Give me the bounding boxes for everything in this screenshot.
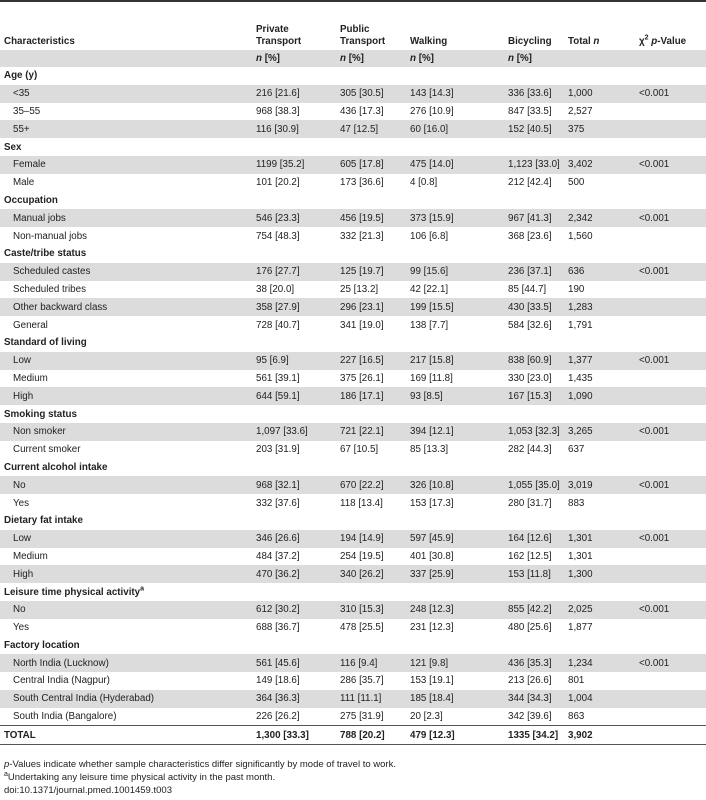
table-row [0,85,706,103]
category-title [0,637,706,655]
sub-bicycling-n: n [508,53,514,64]
row-label: Low [0,530,252,548]
table-row [0,494,706,512]
cell-walking: 276 [10.9] [410,105,454,117]
category-title-text: Leisure time physical activity [4,586,141,598]
sub-walking-n: n [410,53,416,64]
col-header-pvalue [635,24,706,50]
category-title [0,245,706,263]
cell-total: 1,301 [568,550,593,562]
cell-public: 436 [17.3] [340,105,384,117]
cell-public: 332 [21.3] [340,230,384,242]
sub-pvalue [635,50,706,67]
category-title-text: Sex [4,141,22,153]
top-rule [0,0,706,2]
cell-total: 1,791 [568,319,593,331]
cell-p [635,672,706,690]
category-title [0,192,706,210]
cell-total: 190 [568,283,585,295]
sub-public-n: n [340,53,346,64]
cell-total: 883 [568,497,585,509]
table-row [0,209,706,227]
total-cell-total: 3,902 [564,726,635,745]
row-label: High [0,387,252,405]
cell-private: 364 [36.3] [252,690,336,708]
footnotes [4,758,396,797]
cell-p: <0.001 [635,601,706,619]
cell-walking: 337 [25.9] [406,565,504,583]
total-cell-public: 788 [20.2] [336,726,406,745]
cell-public: 67 [10.5] [340,444,379,456]
category-title-text: Dietary fat intake [4,515,83,527]
row-label: Yes [13,497,29,509]
table-row [0,227,706,245]
total-label: Total [568,36,591,47]
table-row [0,156,706,174]
cell-total: 3,265 [564,423,635,441]
category-title-text: Standard of living [4,337,87,349]
table-row [0,316,706,334]
cell-public: 286 [35.7] [340,675,384,687]
cell-bicycling: 212 [42.4] [508,177,552,189]
cell-bicycling: 855 [42.2] [504,601,564,619]
total-cell-p [635,726,706,745]
cell-total: 3,402 [564,156,635,174]
cell-bicycling: 1,053 [32.3] [504,423,564,441]
cell-public: 173 [36.6] [340,177,384,189]
cell-private: 332 [37.6] [256,497,300,509]
table-row [0,120,706,138]
category-row [0,512,706,530]
cell-public: 670 [22.2] [336,476,406,494]
row-label: Other backward class [0,298,252,316]
cell-total: 2,025 [564,601,635,619]
row-label: Medium [13,550,48,562]
cell-bicycling: 344 [34.3] [504,690,564,708]
cell-public: 186 [17.1] [336,387,406,405]
cell-bicycling: 85 [44.7] [508,283,547,295]
cell-private: 101 [20.2] [256,177,300,189]
cell-public: 275 [31.9] [340,711,384,723]
cell-walking: 20 [2.3] [410,711,443,723]
total-cell-label: TOTAL [0,726,252,745]
cell-public: 605 [17.8] [336,156,406,174]
category-title-text: Current alcohol intake [4,461,108,473]
cell-public: 310 [15.3] [336,601,406,619]
cell-walking: 153 [19.1] [410,675,454,687]
cell-total: 375 [564,120,635,138]
cell-private: 38 [20.0] [256,283,295,295]
cell-bicycling: 164 [12.6] [504,530,564,548]
cell-p: <0.001 [635,423,706,441]
footnote-pvalue [4,758,396,771]
cell-p [635,281,706,299]
cell-total: 1,301 [564,530,635,548]
cell-public: 194 [14.9] [336,530,406,548]
cell-bicycling: 153 [11.8] [504,565,564,583]
cell-walking: 401 [30.8] [410,550,454,562]
cell-total: 1,090 [564,387,635,405]
cell-bicycling: 967 [41.3] [504,209,564,227]
row-label: Non smoker [0,423,252,441]
cell-bicycling: 280 [31.7] [508,497,552,509]
cell-bicycling: 436 [35.3] [504,654,564,672]
cell-public: 25 [13.2] [340,283,379,295]
sub-bicycling-pct: [%] [513,53,532,64]
cell-p: <0.001 [635,156,706,174]
cell-bicycling: 152 [40.5] [504,120,564,138]
cell-private: 226 [26.2] [256,711,300,723]
cell-bicycling: 330 [23.0] [508,372,552,384]
total-cell-bicycling: 1335 [34.2] [504,726,564,745]
table-row [0,441,706,459]
cell-walking: 248 [12.3] [406,601,504,619]
cell-p [635,103,706,121]
cell-walking: 143 [14.3] [406,85,504,103]
cell-bicycling: 236 [37.1] [504,263,564,281]
cell-p [635,316,706,334]
footnote-p: p [4,759,10,770]
cell-bicycling: 1,055 [35.0] [504,476,564,494]
category-row [0,637,706,655]
cell-total: 1,000 [564,85,635,103]
cell-bicycling: 368 [23.6] [508,230,552,242]
table-row [0,476,706,494]
cell-total: 1,004 [564,690,635,708]
pvalue-sup: 2 [644,34,649,42]
cell-p [635,174,706,192]
footnote-a [4,771,396,784]
cell-walking: 93 [8.5] [406,387,504,405]
cell-total: 1,435 [568,372,593,384]
cell-total: 2,342 [564,209,635,227]
cell-public: 721 [22.1] [336,423,406,441]
sub-private-n: n [256,53,262,64]
table-row [0,298,706,316]
cell-private: 116 [30.9] [252,120,336,138]
col-header-public: Public Transport [340,24,386,47]
cell-bicycling: 213 [26.6] [508,675,552,687]
cell-p [635,708,706,726]
table-row [0,548,706,566]
cell-walking: 394 [12.1] [406,423,504,441]
sub-empty [0,50,252,67]
cell-p [635,690,706,708]
cell-total: 1,377 [564,352,635,370]
category-title-text: Factory location [4,639,80,651]
cell-public: 116 [9.4] [336,654,406,672]
table-row [0,530,706,548]
cell-bicycling: 1,123 [33.0] [504,156,564,174]
cell-private: 1199 [35.2] [252,156,336,174]
total-n: n [593,36,600,47]
cell-private: 176 [27.7] [252,263,336,281]
total-row [0,726,706,745]
cell-p [635,441,706,459]
cell-p [635,387,706,405]
cell-private: 1,097 [33.6] [252,423,336,441]
table-row [0,601,706,619]
category-row [0,405,706,423]
cell-public: 296 [23.1] [336,298,406,316]
category-row [0,583,706,601]
cell-p [635,370,706,388]
table-row [0,708,706,726]
pvalue-p: p [651,36,658,47]
cell-public: 341 [19.0] [340,319,384,331]
cell-walking: 185 [18.4] [406,690,504,708]
cell-private: 484 [37.2] [256,550,300,562]
category-title [0,67,706,85]
row-label: Current smoker [13,444,81,456]
cell-private: 149 [18.6] [256,675,300,687]
cell-walking: 217 [15.8] [406,352,504,370]
category-row [0,192,706,210]
cell-walking: 231 [12.3] [410,622,454,634]
cell-bicycling: 162 [12.5] [508,550,552,562]
category-row [0,334,706,352]
total-cell-private: 1,300 [33.3] [252,726,336,745]
cell-bicycling: 584 [32.6] [508,319,552,331]
category-title [0,138,706,156]
category-row [0,67,706,85]
sub-walking-pct: [%] [415,53,434,64]
cell-bicycling: 838 [60.9] [504,352,564,370]
sub-private [252,50,336,67]
cell-p: <0.001 [635,209,706,227]
sub-walking [406,50,504,67]
cell-p: <0.001 [635,654,706,672]
cell-total: 1,560 [568,230,593,242]
row-label: Manual jobs [0,209,252,227]
characteristics-table [0,24,706,745]
cell-private: 561 [45.6] [252,654,336,672]
cell-total: 500 [568,177,585,189]
cell-public: 227 [16.5] [336,352,406,370]
category-title [0,512,706,530]
cell-total: 1,234 [564,654,635,672]
cell-p [635,120,706,138]
col-header-private: Private Transport [256,24,302,47]
cell-bicycling: 847 [33.5] [508,105,552,117]
cell-walking: 373 [15.9] [406,209,504,227]
footnote-p-text: -Values indicate whether sample characteristics differ significantly by mode of travel to work. [9,759,396,770]
cell-walking: 475 [14.0] [406,156,504,174]
table-row [0,690,706,708]
cell-private: 754 [48.3] [256,230,300,242]
cell-p: <0.001 [635,85,706,103]
cell-bicycling: 480 [25.6] [508,622,552,634]
cell-p [635,494,706,512]
cell-public: 375 [26.1] [340,372,384,384]
category-title-sup: a [140,585,145,593]
cell-p [635,548,706,566]
category-title-text: Caste/tribe status [4,248,87,260]
table-row [0,619,706,637]
col-header-walking: Walking [410,36,448,47]
category-title [0,334,706,352]
cell-p [635,298,706,316]
cell-p: <0.001 [635,476,706,494]
sub-total [564,50,635,67]
cell-bicycling: 430 [33.5] [504,298,564,316]
category-title-text: Smoking status [4,408,77,420]
cell-public: 118 [13.4] [340,497,383,509]
sub-bicycling [504,50,564,67]
cell-public: 47 [12.5] [336,120,406,138]
cell-private: 968 [38.3] [256,105,300,117]
row-label: North India (Lucknow) [0,654,252,672]
cell-walking: 169 [11.8] [410,372,453,384]
pvalue-chi: χ [639,36,645,47]
cell-p: <0.001 [635,352,706,370]
header-row [0,24,706,50]
table-row [0,387,706,405]
row-label: Central India (Nagpur) [13,675,110,687]
sub-private-pct: [%] [261,53,280,64]
cell-walking: 99 [15.6] [406,263,504,281]
cell-walking: 85 [13.3] [410,444,449,456]
cell-public: 340 [26.2] [336,565,406,583]
cell-private: 470 [36.2] [252,565,336,583]
cell-p: <0.001 [635,263,706,281]
cell-public: 125 [19.7] [336,263,406,281]
cell-total: 637 [568,444,585,456]
cell-p: <0.001 [635,530,706,548]
category-title [0,583,706,601]
sub-public [336,50,406,67]
category-title-text: Age (y) [4,70,38,82]
cell-private: 358 [27.9] [252,298,336,316]
total-cell-walking: 479 [12.3] [406,726,504,745]
subheader-row [0,50,706,67]
cell-total: 636 [564,263,635,281]
category-row [0,245,706,263]
table-row [0,103,706,121]
table-row [0,174,706,192]
cell-total: 1,283 [564,298,635,316]
table-row [0,672,706,690]
table-row [0,423,706,441]
cell-walking: 597 [45.9] [406,530,504,548]
cell-private: 612 [30.2] [252,601,336,619]
table-row [0,281,706,299]
cell-walking: 4 [0.8] [410,177,438,189]
cell-private: 644 [59.1] [252,387,336,405]
cell-p [635,565,706,583]
sub-public-pct: [%] [345,53,364,64]
cell-total: 863 [568,711,585,723]
table-row [0,654,706,672]
cell-walking: 199 [15.5] [406,298,504,316]
cell-bicycling: 167 [15.3] [504,387,564,405]
cell-total: 2,527 [568,105,593,117]
cell-public: 478 [25.5] [340,622,384,634]
cell-public: 305 [30.5] [336,85,406,103]
cell-walking: 138 [7.7] [410,319,449,331]
row-label: Medium [13,372,48,384]
row-label: Male [13,177,35,189]
cell-private: 968 [32.1] [252,476,336,494]
category-title-text: Occupation [4,194,58,206]
cell-walking: 106 [6.8] [410,230,449,242]
cell-private: 546 [23.3] [252,209,336,227]
category-title [0,405,706,423]
row-label: Scheduled castes [0,263,252,281]
cell-private: 728 [40.7] [256,319,300,331]
cell-total: 801 [568,675,585,687]
cell-private: 561 [39.1] [256,372,300,384]
footnote-a-marker: a [4,770,8,778]
table-row [0,352,706,370]
category-row [0,459,706,477]
row-label: Non-manual jobs [13,230,88,242]
category-title [0,459,706,477]
cell-public: 456 [19.5] [336,209,406,227]
footnote-a-text: Undertaking any leisure time physical activity in the past month. [7,772,276,783]
cell-p [635,619,706,637]
row-label: No [0,476,252,494]
cell-total: 1,300 [564,565,635,583]
row-label: Yes [13,622,29,634]
cell-walking: 42 [22.1] [410,283,449,295]
row-label: General [13,319,48,331]
cell-walking: 121 [9.8] [406,654,504,672]
cell-public: 254 [19.5] [340,550,384,562]
cell-bicycling: 282 [44.3] [508,444,552,456]
row-label: 35–55 [13,105,41,117]
col-header-bicycling: Bicycling [508,36,552,47]
cell-bicycling: 336 [33.6] [504,85,564,103]
table-row [0,370,706,388]
row-label: South Central India (Hyderabad) [0,690,252,708]
cell-p [635,227,706,245]
row-label: No [0,601,252,619]
cell-total: 3,019 [564,476,635,494]
row-label: South India (Bangalore) [13,711,117,723]
cell-private: 95 [6.9] [252,352,336,370]
row-label: <35 [0,85,252,103]
cell-bicycling: 342 [39.6] [508,711,552,723]
row-label: Scheduled tribes [13,283,86,295]
pvalue-rest: -Value [657,36,687,47]
cell-private: 688 [36.7] [256,622,300,634]
cell-total: 1,877 [568,622,593,634]
cell-private: 346 [26.6] [252,530,336,548]
category-row [0,138,706,156]
table-row [0,263,706,281]
row-label: Female [0,156,252,174]
col-header-characteristics: Characteristics [4,36,75,47]
table-row [0,565,706,583]
cell-walking: 60 [16.0] [406,120,504,138]
row-label: Low [0,352,252,370]
row-label: High [0,565,252,583]
cell-walking: 153 [17.3] [410,497,454,509]
row-label: 55+ [0,120,252,138]
cell-walking: 326 [10.8] [406,476,504,494]
cell-private: 203 [31.9] [256,444,300,456]
cell-public: 111 [11.1] [336,690,406,708]
cell-private: 216 [21.6] [252,85,336,103]
doi: doi:10.1371/journal.pmed.1001459.t003 [4,785,172,796]
col-header-total [564,24,635,50]
table-body [0,67,706,745]
